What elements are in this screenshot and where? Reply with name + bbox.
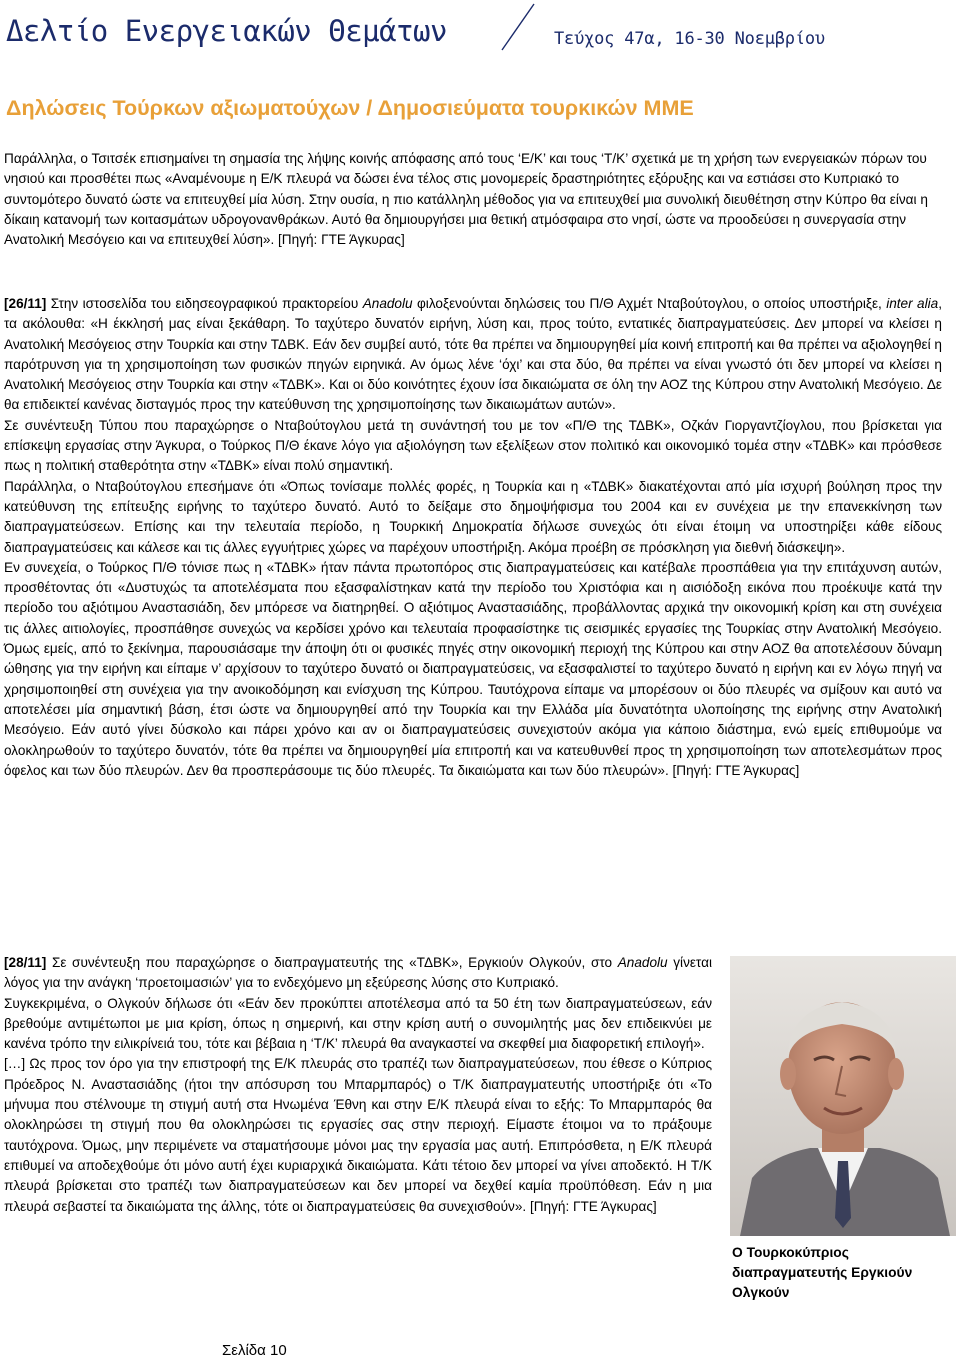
article-paragraph: Παράλληλα, ο Νταβούτογλου επεσήμανε ότι «Όπως τονίσαμε πολλές φορές, η Τουρκία και η «ΤΔΒΚ» διακατέχονται από μία ισχυρή βούληση προς την κατεύθυνση της επίτευξης ειρήνης το ταχύτερο δυνατό. Αυτό το δείξαμε στο δημοψήφισμα του 2004 και εν συνέχεια με την επανεκκίνηση των διαπραγματεύσεων. Επίσης και την τελευταία περίοδο, η Τουρκική Δημοκρατία δήλωσε συνεχώς ότι είναι έτοιμη να υποστηρίξει κάθε είδους διαπραγματεύσεις και κάλεσε και τις άλλες εγγυήτριες χώρες να παρέχουν υποστήριξη. Ακόμα προέβη σε πρόσκληση για διεθνή διάσκεψη». [4, 478, 942, 555]
article-date: [28/11] [4, 955, 47, 970]
bulletin-title: Δελτίο Ενεργειακών Θεμάτων [6, 14, 447, 48]
article-paragraph [4, 294, 942, 416]
portrait-photo [730, 956, 956, 1236]
source-name: Anadolu [617, 955, 668, 970]
article-text: , τα ακόλουθα: «Η έκκλησή μας είναι ξεκάθαρη. Το ταχύτερο δυνατόν ειρήνη, λύση και, προς τούτο, εντατικές διαπραγματεύσεις. Δεν μπορεί να κλείσει η Ανατολική Μεσόγειος στην Τουρκία και στην ΤΔΒΚ. Εάν δεν συμβεί αυτό, τότε θα πρέπει να δημιουργηθεί μία κοινή επιτροπή και θα πρέπει να αξιολογηθεί η παρότρυνση για τη χρησιμοποίηση των φυσικών πηγών ειρηνικά. Αν όμως λένε ‘όχι’ και στα δύο, θα πρέπει να είναι γνωστό ότι δεν μπορεί να κλείσει η Ανατολική Μεσόγειος στην Τουρκία και στην «ΤΔΒΚ». Και οι δύο κοινότητες έχουν ίσα δικαιώματα σε όλη την ΑΟΖ της Κύπρου στην Ανατολική Μεσόγειο. Δε θα επιδεικτεί κανένας δισταγμός προς την κατεύθυνση της χρησιμοποίησης των δικαιωμάτων αυτών». [4, 296, 943, 413]
article-text: γίνεται λόγος για την ανάγκη ‘προετοιμασιών’ για το ενδεχόμενο μη εξεύρεσης λύσης στο Κυπριακό. [4, 955, 712, 991]
article-paragraph: Σε συνέντευξη Τύπου που παραχώρησε ο Νταβούτογλου μετά τη συνάντησή του με τον «Π/Θ της ΤΔΒΚ», Οζκάν Γιοργαντζίογλου, που βρίσκεται για επίσκεψη εργασίας στην Άγκυρα, ο Τούρκος Π/Θ έκανε λόγο για αξιολόγηση των εξελίξεων στον πολιτικό και οικονομικό τομέα στην «ΤΔΒΚ» και πρόσθεσε πως η πολιτική σταθερότητα στην «ΤΔΒΚ» είναι πολύ σημαντική. [4, 417, 942, 474]
article-paragraph [4, 953, 712, 994]
header-divider-slash [498, 2, 538, 52]
source-name: Anadolu [362, 296, 413, 311]
article-date: [26/11] [4, 296, 47, 311]
article-paragraph: […] Ως προς τον όρο για την επιστροφή της Ε/Κ πλευράς στο τραπέζι των διαπραγματεύσεων, που έθεσε ο Κύπριος Πρόεδρος Ν. Αναστασιάδης (ήτοι την απόσυρση του Μπαρμπαρός) ο Τ/Κ διαπραγματευτής υποστήριξε ότι «Το μήνυμα που στέλνουμε τη στιγμή αυτή στα Ηνωμένα Έθνη και στην Ε/Κ πλευρά είναι το εξής: Το Μπαρμπαρός θα ολοκληρώσει τη στιγμή που θα ολοκληρώσει τις εργασίες σας στην περιοχή. Είμαστε έτοιμοι να το πράξουμε ταυτόχρονα. Όμως, μην περιμένετε να σταματήσουμε μόνοι μας την εργασία μας αυτή. Επιπρόσθετα, η Ε/Κ πλευρά επιθυμεί να αποδεχθούμε ότι μόνο αυτή έχει κυριαρχικά δικαιώματα. Κάτι τέτοιο δεν μπορεί να γίνει αποδεκτό. Η Τ/Κ πλευρά βρίσκεται στο τραπέζι των διαπραγματεύσεων και δεν μπορεί να δεχθεί καμία προϋπόθεση. Εάν η μια πλευρά σεβαστεί τα δικαιώματα της άλλης, τότε οι διαπραγματεύσεις θα συνεχισθούν». [Πηγή: ΓΤΕ Άγκυρας] [4, 1056, 712, 1214]
article-26-11 [4, 294, 942, 781]
article-text: φιλοξενούνται δηλώσεις του Π/Θ Αχμέτ Νταβούτογλου, ο οποίος υποστήριξε, [412, 296, 887, 311]
article-28-11 [4, 953, 712, 1217]
page-number: Σελίδα 10 [222, 1342, 287, 1359]
article-text: Σε συνέντευξη που παραχώρησε ο διαπραγματευτής της «ΤΔΒΚ», Εργκιούν Ολγκούν, στο [46, 955, 618, 970]
paragraph-text: Παράλληλα, ο Τσιτσέκ επισημαίνει τη σημασία της λήψης κοινής απόφασης από τους ‘Ε/Κ’ και τους ‘Τ/Κ’ σχετικά με τη χρήση των ενεργειακών πόρων του νησιού και προσθέτει πως «Αναμένουμε η Ε/Κ πλευρά να δώσει ένα τέλος στις μονομερείς δραστηριότητες εξόρυξης και να εστιάσει στο Κυπριακό το συντομότερο δυνατό ώστε να επιτευχθεί μία λύση. Στην ουσία, η πιο κατάλληλη μέθοδος για να επιτευχθεί μια συνολική διευθέτηση στην Κύπρο θα είναι η δίκαιη κατανομή των κοιτασμάτων υδρογονανθράκων. Αυτό θα δημιουργήσει μια θετική ατμόσφαιρα στο νησί, ώστε να προοδεύσει η συνεργασία στην Ανατολική Μεσόγειο και να επιτευχθεί λύση». [Πηγή: ΓΤΕ Άγκυρας] [4, 151, 928, 248]
paragraph-intro [4, 149, 942, 250]
article-text: Στην ιστοσελίδα του ειδησεογραφικού πρακτορείου [46, 296, 363, 311]
photo-caption: Ο Τουρκοκύπριος διαπραγματευτής Εργκιούν Ολγκούν [732, 1245, 913, 1300]
section-title: Δηλώσεις Τούρκων αξιωματούχων / Δημοσιεύματα τουρκικών ΜΜΕ [6, 96, 694, 120]
issue-info: Τεύχος 47α, 16-30 Νοεμβρίου [554, 29, 825, 49]
article-paragraph: Εν συνεχεία, ο Τούρκος Π/Θ τόνισε πως η «ΤΔΒΚ» ήταν πάντα πρωτοπόρος στις διαπραγματεύσεις και κατέβαλε προσπάθεια για την επιτάχυνση αυτών, προσθέτοντας ότι «Δυστυχώς τα αποτελέσματα που εξασφαλίστηκαν κατά την περίοδο του Χριστόφια και η αισιόδοξη εικόνα που προέκυψε κατά την περίοδο του αξιότιμου Αναστασιάδη, δεν μπόρεσε να διατηρηθεί. Ο αξιότιμος Αναστασιάδης, προβάλλοντας αρχικά την οικονομική κρίση και στη συνέχεια τις άλλες αιτιολογίες, προσπάθησε συνεχώς να κερδίσει χρόνο και τελευταία προφασίστηκε τις σεισμικές εργασίες της Τουρκίας στην Ανατολική Μεσόγειο. Όμως εμείς, από το ξεκίνημα, παρουσιάσαμε την άποψη ότι οι φυσικές πηγές στην οικονομική περιοχή της Κύπρου και στην ΑΟΖ θα αποτελέσουν δύναμη ώθησης για την ειρήνη και είπαμε ν’ αρχίσουν το ταχύτερο δυνατό οι διαπραγματεύσεις, να εξασφαλιστεί το ταχύτερο δυνατό η ειρήνη και εν λόγω πηγή να χρησιμοποιηθεί στη συνέχεια για την ανοικοδόμηση και ενίσχυση της Κύπρου. Ταυτόχρονα είπαμε να μπορέσουν οι δύο πλευρές να σμίξουν και αυτό να αποτελέσει μία σημαντική βάση, έτσι ώστε να δημιουργηθεί από την Τουρκία και την Ελλάδα μία δυνατότητα υλοποίησης της ειρήνης στην Ανατολική Μεσόγειο. Εάν αυτό γίνει δύσκολο και πάρει χρόνο και αν οι διαπραγματεύσεις συνεχιστούν ακόμα για κάποιο διάστημα, ενώ εμείς επιθυμούμε να ολοκληρωθούν το ταχύτερο δυνατόν, τότε θα πρέπει να δημιουργηθεί μία επιτροπή και να κατευθυνθεί προς τη χρησιμοποίηση των αποτελεσμάτων προς όφελος και των δύο πλευρών. Δεν θα προσπεράσουμε τις δύο πλευρές. Τα δικαιώματα και των δύο πλευρών». [Πηγή: ΓΤΕ Άγκυρας] [4, 559, 942, 778]
latin-phrase: inter alia [886, 296, 939, 311]
article-paragraph: Συγκεκριμένα, ο Ολγκούν δήλωσε ότι «Εάν δεν προκύπτει αποτέλεσμα από τα 50 έτη των διαπραγματεύσεων, εάν βρεθούμε αντιμέτωποι με μια κρίση, όπως η σημερινή, και στην κρίση αυτή ο συνομιλητής μας δεν επιδεικνύει με κανένα τρόπο την ειλικρίνειά του, τότε και βέβαια η ‘Τ/Κ’ πλευρά θα αναγκαστεί να σκεφθεί μια διαφορετική επιλογή». [4, 995, 712, 1052]
